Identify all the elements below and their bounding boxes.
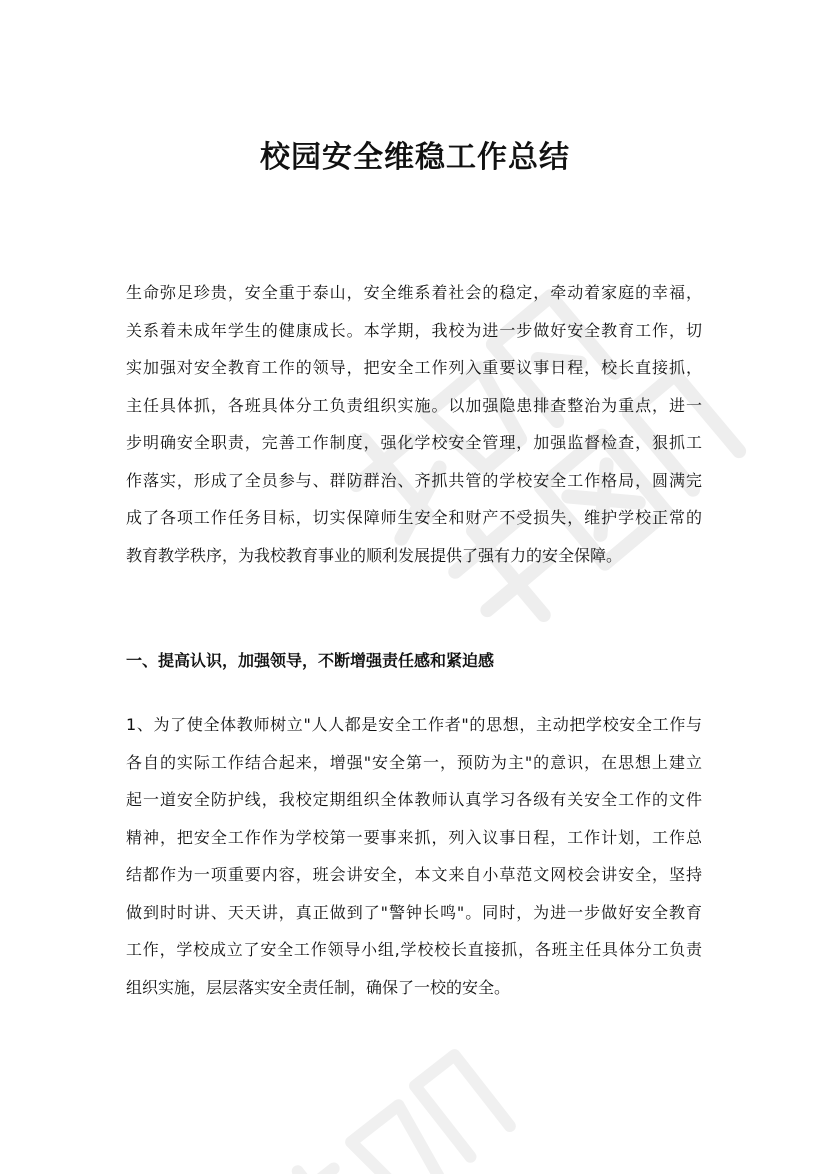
intro-line: 成了各项工作任务目标，切实保障师生安全和财产不受损失，维护学校正常的 [126, 508, 702, 527]
section1-line: 起一道安全防护线，我校定期组织全体教师认真学习各级有关安全工作的文件 [126, 790, 702, 809]
intro-line: 实加强对安全教育工作的领导，把安全工作列入重要议事日程，校长直接抓， [126, 358, 702, 377]
document-title: 校园安全维稳工作总结 [260, 140, 570, 176]
section1-line: 各自的实际工作结合起来，增强"安全第一，预防为主"的意识，在思想上建立 [126, 752, 702, 772]
section1-line: 工作，学校成立了安全工作领导小组,学校校长直接抓，各班主任具体分工负责 [126, 940, 702, 959]
watermark-graphic-2 [246, 1026, 574, 1174]
intro-line: 步明确安全职责，完善工作制度，强化学校安全管理，加强监督检查，狠抓工 [126, 433, 702, 452]
intro-line: 主任具体抓，各班具体分工负责组织实施。以加强隐患排查整治为重点，进一 [126, 395, 702, 415]
section1-line: 做到时时讲、天天讲，真正做到了"警钟长鸣"。同时，为进一步做好安全教育 [126, 902, 702, 922]
section1-line: 精神，把安全工作作为学校第一要事来抓，列入议事日程，工作计划，工作总 [126, 827, 702, 847]
section1-line: 1、为了使全体教师树立"人人都是安全工作者"的思想，主动把学校安全工作与 [126, 715, 702, 734]
section-heading: 一、提高认识，加强领导，不断增强责任感和紧迫感 [126, 651, 495, 670]
section1-line: 组织实施，层层落实安全责任制，确保了一校的安全。 [126, 977, 511, 997]
intro-line: 关系着未成年学生的健康成长。本学期，我校为进一步做好安全教育工作，切 [126, 320, 702, 340]
section1-line: 结都作为一项重要内容，班会讲安全，本文来自小草范文网校会讲安全，坚持 [126, 865, 702, 884]
intro-line: 生命弥足珍贵，安全重于泰山，安全维系着社会的稳定，牵动着家庭的幸福， [126, 283, 702, 302]
intro-line: 教育教学秩序，为我校教育事业的顺利发展提供了强有力的安全保障。 [126, 545, 623, 565]
intro-paragraph [126, 274, 702, 574]
section1-paragraph [126, 706, 702, 1006]
intro-line: 作落实，形成了全员参与、群防群治、齐抓共管的学校安全工作格局，圆满完 [126, 470, 702, 490]
